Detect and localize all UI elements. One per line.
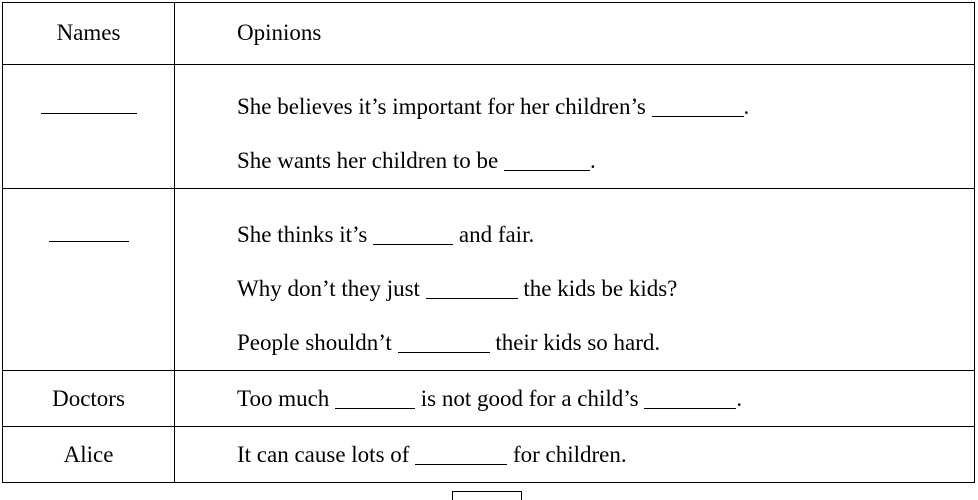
worksheet-page: [0, 2, 978, 500]
opinion-cell-alice: [175, 427, 975, 483]
name-blank-line[interactable]: [49, 221, 129, 242]
header-label-names: Names: [56, 20, 121, 45]
opinion-sentence: [237, 327, 964, 358]
header-cell-names: [3, 3, 175, 65]
name-cell-2: [3, 189, 175, 371]
table-bottom-stub: [452, 491, 522, 500]
opinion-sentence: [237, 439, 964, 470]
name-cell-doctors: [3, 371, 175, 427]
header-label-opinions: Opinions: [237, 20, 322, 45]
name-cell-alice: [3, 427, 175, 483]
opinions-table: [2, 2, 975, 483]
table-row: [3, 371, 975, 427]
answer-blank[interactable]: [644, 393, 736, 409]
opinion-sentence: [237, 383, 964, 414]
answer-blank[interactable]: [652, 101, 744, 117]
sentence-text-before: She believes it’s important for her children’s: [237, 94, 652, 120]
answer-blank[interactable]: [426, 283, 518, 299]
table-row: [3, 427, 975, 483]
name-label: Alice: [63, 442, 114, 468]
sentence-text-after: .: [736, 386, 743, 412]
sentence-text-after: for children.: [507, 442, 627, 468]
opinion-sentence: [237, 219, 964, 250]
sentence-text-after: their kids so hard.: [489, 330, 661, 356]
table-header-row: [3, 3, 975, 65]
name-blank-line[interactable]: [41, 93, 137, 114]
answer-blank[interactable]: [398, 337, 490, 353]
sentence-text-after: the kids be kids?: [517, 276, 678, 302]
opinion-sentence: [237, 91, 964, 122]
opinion-sentence: [237, 273, 964, 304]
opinion-cell-doctors: [175, 371, 975, 427]
table-row: [3, 189, 975, 371]
sentence-text-after: .: [589, 148, 596, 174]
sentence-text-after: .: [743, 94, 750, 120]
answer-blank[interactable]: [373, 229, 453, 245]
answer-blank[interactable]: [335, 393, 415, 409]
answer-blank[interactable]: [504, 155, 590, 171]
opinion-cell-1: [175, 65, 975, 189]
name-cell-1: [3, 65, 175, 189]
sentence-text-before: People shouldn’t: [237, 330, 398, 356]
sentence-text-before: Why don’t they just: [237, 276, 426, 302]
sentence-text-before: She wants her children to be: [237, 148, 504, 174]
sentence-text-before: It can cause lots of: [237, 442, 416, 468]
answer-blank[interactable]: [415, 449, 507, 465]
opinion-sentence: [237, 145, 964, 176]
sentence-text-middle: is not good for a child’s: [415, 386, 645, 412]
table-row: [3, 65, 975, 189]
opinion-cell-2: [175, 189, 975, 371]
name-label: Doctors: [52, 386, 125, 412]
header-cell-opinions: [175, 3, 975, 65]
sentence-text-before: She thinks it’s: [237, 222, 374, 248]
sentence-text-after: and fair.: [453, 222, 535, 248]
sentence-text-before: Too much: [237, 386, 336, 412]
